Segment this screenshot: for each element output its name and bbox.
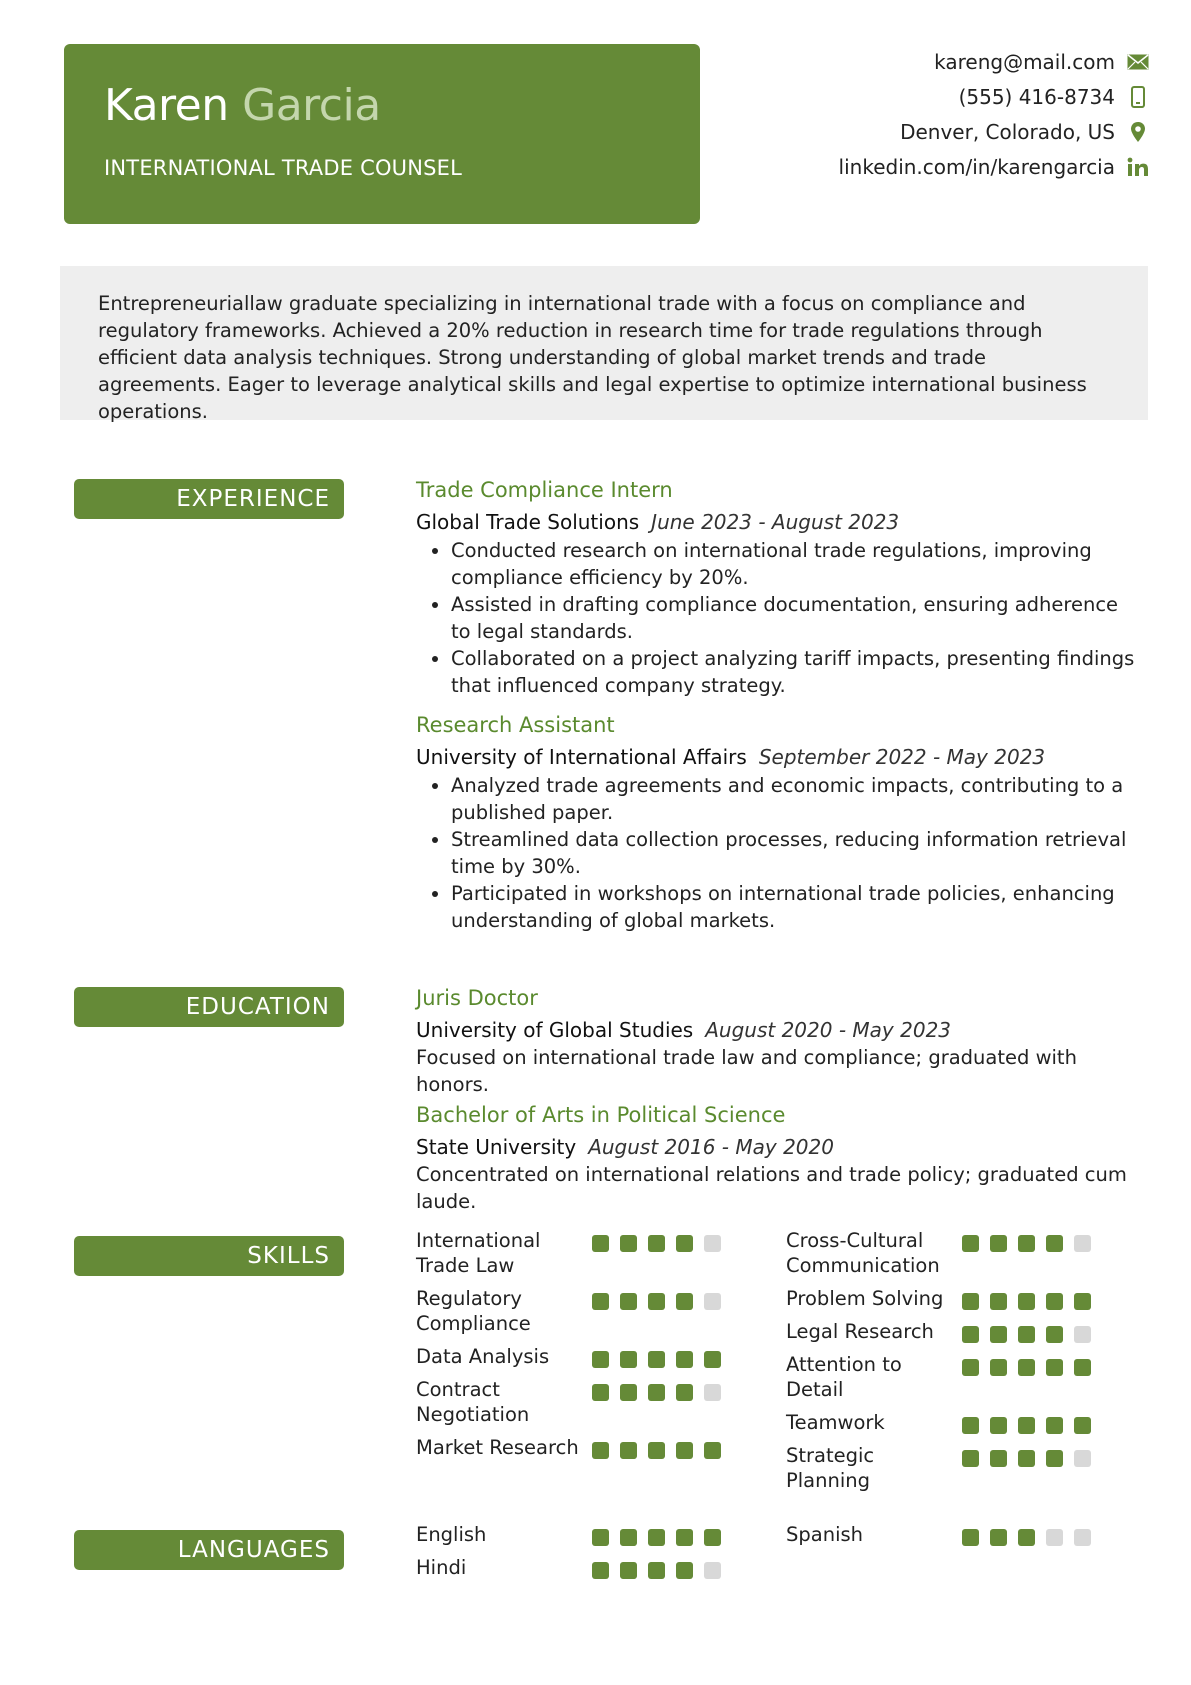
languages-column-left bbox=[416, 1522, 746, 1580]
skill-rating bbox=[592, 1344, 721, 1368]
rating-dot-filled bbox=[962, 1450, 979, 1467]
job-title: INTERNATIONAL TRADE COUNSEL bbox=[104, 156, 463, 180]
skill-row bbox=[786, 1286, 1116, 1311]
experience-org: Global Trade Solutions bbox=[416, 510, 640, 534]
language-rating bbox=[592, 1555, 721, 1579]
education-entry bbox=[416, 984, 1141, 1098]
section-label-skills: SKILLS bbox=[74, 1236, 344, 1276]
rating-dot-filled bbox=[990, 1326, 1007, 1343]
skill-name: International Trade Law bbox=[416, 1229, 541, 1277]
skill-rating bbox=[962, 1410, 1091, 1434]
skill-name: Strategic Planning bbox=[786, 1444, 875, 1492]
rating-dot-filled bbox=[620, 1384, 637, 1401]
bullet-item: • Conducted research on international trade regulations, improving compliance efficiency by 20%. bbox=[451, 537, 1141, 591]
rating-dot-filled bbox=[704, 1442, 721, 1459]
contact-location bbox=[711, 114, 1151, 149]
skill-name: Teamwork bbox=[786, 1411, 885, 1434]
linkedin-text[interactable]: linkedin.com/in/karengarcia bbox=[838, 154, 1115, 179]
experience-title: Trade Compliance Intern bbox=[416, 478, 673, 502]
rating-dot-filled bbox=[990, 1450, 1007, 1467]
language-row bbox=[416, 1555, 746, 1580]
rating-dot-filled bbox=[648, 1293, 665, 1310]
rating-dot-filled bbox=[620, 1562, 637, 1579]
skills-column-left bbox=[416, 1228, 746, 1460]
rating-dot-filled bbox=[648, 1384, 665, 1401]
rating-dot-filled bbox=[990, 1293, 1007, 1310]
professional-summary: Entrepreneuriallaw graduate specializing in international trade with a focus on compliance and regulatory frameworks. Achieved a 20% reduction in research time for trade regulations through efficient data analysis techniques. Strong understanding of global market trends and trade agreements. Eager to leverage analytical skills and legal expertise to optimize international business operations. bbox=[60, 266, 1148, 420]
section-label-languages: LANGUAGES bbox=[74, 1530, 344, 1570]
phone-text[interactable]: (555) 416-8734 bbox=[958, 84, 1115, 109]
education-school-line bbox=[416, 1016, 1141, 1044]
rating-dot-filled bbox=[620, 1235, 637, 1252]
rating-dot-filled bbox=[592, 1235, 609, 1252]
rating-dot-filled bbox=[592, 1293, 609, 1310]
skills-column-right bbox=[786, 1228, 1116, 1493]
experience-title: Research Assistant bbox=[416, 713, 615, 737]
rating-dot-filled bbox=[620, 1442, 637, 1459]
rating-dot-filled bbox=[1046, 1417, 1063, 1434]
experience-entry bbox=[416, 711, 1141, 934]
section-label-education: EDUCATION bbox=[74, 987, 344, 1027]
rating-dot-filled bbox=[676, 1562, 693, 1579]
rating-dot-filled bbox=[676, 1442, 693, 1459]
linkedin-icon bbox=[1125, 157, 1151, 177]
rating-dot-filled bbox=[1018, 1293, 1035, 1310]
language-row bbox=[786, 1522, 1116, 1547]
rating-dot-empty bbox=[704, 1293, 721, 1310]
rating-dot-filled bbox=[704, 1351, 721, 1368]
skill-row bbox=[416, 1344, 746, 1369]
candidate-name bbox=[104, 80, 381, 131]
education-entry bbox=[416, 1101, 1141, 1215]
experience-org-line bbox=[416, 743, 1141, 771]
rating-dot-filled bbox=[676, 1351, 693, 1368]
rating-dot-filled bbox=[648, 1529, 665, 1546]
rating-dot-filled bbox=[962, 1529, 979, 1546]
skill-rating bbox=[962, 1352, 1091, 1376]
contact-block bbox=[711, 44, 1151, 184]
rating-dot-filled bbox=[676, 1529, 693, 1546]
rating-dot-filled bbox=[1018, 1450, 1035, 1467]
mail-icon bbox=[1125, 54, 1151, 70]
education-description: Concentrated on international relations and trade policy; graduated cum laude. bbox=[416, 1163, 1127, 1213]
contact-email bbox=[711, 44, 1151, 79]
experience-dates: June 2023 - August 2023 bbox=[651, 510, 900, 534]
contact-linkedin bbox=[711, 149, 1151, 184]
header-banner bbox=[64, 44, 700, 224]
mobile-phone-icon bbox=[1125, 86, 1151, 108]
section-label-experience: EXPERIENCE bbox=[74, 479, 344, 519]
rating-dot-filled bbox=[990, 1529, 1007, 1546]
bullet-item: • Analyzed trade agreements and economic impacts, contributing to a published paper. bbox=[451, 772, 1141, 826]
school-name: State University bbox=[416, 1135, 577, 1159]
experience-org-line bbox=[416, 508, 1141, 536]
rating-dot-filled bbox=[1046, 1235, 1063, 1252]
rating-dot-filled bbox=[648, 1351, 665, 1368]
rating-dot-filled bbox=[592, 1442, 609, 1459]
rating-dot-filled bbox=[1074, 1417, 1091, 1434]
rating-dot-filled bbox=[592, 1351, 609, 1368]
rating-dot-filled bbox=[990, 1359, 1007, 1376]
rating-dot-filled bbox=[648, 1442, 665, 1459]
degree-title: Juris Doctor bbox=[416, 986, 538, 1010]
skill-rating bbox=[962, 1319, 1091, 1343]
skill-name: Cross-Cultural Communication bbox=[786, 1229, 940, 1277]
language-row bbox=[416, 1522, 746, 1547]
rating-dot-empty bbox=[1074, 1235, 1091, 1252]
languages-column-right bbox=[786, 1522, 1116, 1547]
experience-dates: September 2022 - May 2023 bbox=[758, 745, 1046, 769]
rating-dot-filled bbox=[676, 1293, 693, 1310]
rating-dot-filled bbox=[1046, 1326, 1063, 1343]
rating-dot-filled bbox=[1074, 1359, 1091, 1376]
skill-name: Data Analysis bbox=[416, 1345, 550, 1368]
rating-dot-filled bbox=[592, 1384, 609, 1401]
rating-dot-filled bbox=[592, 1529, 609, 1546]
language-name: Hindi bbox=[416, 1556, 467, 1579]
experience-section bbox=[416, 476, 1141, 934]
experience-org: University of International Affairs bbox=[416, 745, 747, 769]
rating-dot-filled bbox=[1018, 1417, 1035, 1434]
skill-rating bbox=[592, 1228, 721, 1252]
skill-name: Problem Solving bbox=[786, 1287, 944, 1310]
rating-dot-filled bbox=[962, 1293, 979, 1310]
rating-dot-empty bbox=[704, 1235, 721, 1252]
skill-name: Legal Research bbox=[786, 1320, 934, 1343]
skill-row bbox=[786, 1228, 1116, 1278]
rating-dot-filled bbox=[620, 1529, 637, 1546]
degree-title: Bachelor of Arts in Political Science bbox=[416, 1103, 786, 1127]
rating-dot-filled bbox=[676, 1235, 693, 1252]
rating-dot-filled bbox=[620, 1351, 637, 1368]
skill-row bbox=[416, 1286, 746, 1336]
bullet-item: • Participated in workshops on international trade policies, enhancing understanding of global markets. bbox=[451, 880, 1141, 934]
experience-entry bbox=[416, 476, 1141, 699]
rating-dot-filled bbox=[990, 1417, 1007, 1434]
experience-bullets bbox=[416, 537, 1141, 699]
last-name: Garcia bbox=[242, 80, 381, 131]
language-rating bbox=[592, 1522, 721, 1546]
rating-dot-filled bbox=[1074, 1293, 1091, 1310]
rating-dot-empty bbox=[1074, 1326, 1091, 1343]
education-description: Focused on international trade law and compliance; graduated with honors. bbox=[416, 1046, 1077, 1096]
rating-dot-filled bbox=[676, 1384, 693, 1401]
rating-dot-filled bbox=[1018, 1529, 1035, 1546]
rating-dot-filled bbox=[648, 1235, 665, 1252]
rating-dot-filled bbox=[962, 1326, 979, 1343]
skill-rating bbox=[962, 1443, 1091, 1467]
rating-dot-filled bbox=[1018, 1326, 1035, 1343]
skill-row bbox=[786, 1410, 1116, 1435]
school-name: University of Global Studies bbox=[416, 1018, 694, 1042]
skill-row bbox=[786, 1443, 1116, 1493]
rating-dot-filled bbox=[648, 1562, 665, 1579]
rating-dot-empty bbox=[704, 1384, 721, 1401]
contact-phone bbox=[711, 79, 1151, 114]
rating-dot-filled bbox=[1046, 1293, 1063, 1310]
skill-row bbox=[416, 1435, 746, 1460]
education-dates: August 2020 - May 2023 bbox=[705, 1018, 952, 1042]
experience-bullets bbox=[416, 772, 1141, 934]
rating-dot-filled bbox=[620, 1293, 637, 1310]
rating-dot-empty bbox=[704, 1562, 721, 1579]
rating-dot-filled bbox=[592, 1562, 609, 1579]
skill-rating bbox=[962, 1228, 1091, 1252]
skill-rating bbox=[592, 1435, 721, 1459]
first-name: Karen bbox=[104, 80, 229, 131]
rating-dot-filled bbox=[962, 1417, 979, 1434]
rating-dot-filled bbox=[1046, 1450, 1063, 1467]
skill-name: Market Research bbox=[416, 1436, 579, 1459]
rating-dot-filled bbox=[1018, 1359, 1035, 1376]
language-rating bbox=[962, 1522, 1091, 1546]
rating-dot-empty bbox=[1046, 1529, 1063, 1546]
skill-row bbox=[416, 1377, 746, 1427]
skill-row bbox=[786, 1319, 1116, 1344]
skill-name: Contract Negotiation bbox=[416, 1378, 530, 1426]
location-text: Denver, Colorado, US bbox=[900, 119, 1115, 144]
education-school-line bbox=[416, 1133, 1141, 1161]
bullet-item: • Streamlined data collection processes, reducing information retrieval time by 30%. bbox=[451, 826, 1141, 880]
skill-row bbox=[786, 1352, 1116, 1402]
rating-dot-filled bbox=[1018, 1235, 1035, 1252]
rating-dot-filled bbox=[990, 1235, 1007, 1252]
rating-dot-filled bbox=[962, 1359, 979, 1376]
language-name: Spanish bbox=[786, 1523, 864, 1546]
skill-rating bbox=[592, 1286, 721, 1310]
rating-dot-empty bbox=[1074, 1450, 1091, 1467]
skill-name: Attention to Detail bbox=[786, 1353, 902, 1401]
skill-name: Regulatory Compliance bbox=[416, 1287, 531, 1335]
rating-dot-empty bbox=[1074, 1529, 1091, 1546]
skill-rating bbox=[962, 1286, 1091, 1310]
rating-dot-filled bbox=[1046, 1359, 1063, 1376]
bullet-item: • Assisted in drafting compliance documentation, ensuring adherence to legal standards. bbox=[451, 591, 1141, 645]
skill-row bbox=[416, 1228, 746, 1278]
bullet-item: • Collaborated on a project analyzing tariff impacts, presenting findings that influenced company strategy. bbox=[451, 645, 1141, 699]
map-pin-icon bbox=[1125, 121, 1151, 143]
rating-dot-filled bbox=[704, 1529, 721, 1546]
education-dates: August 2016 - May 2020 bbox=[588, 1135, 834, 1159]
education-section bbox=[416, 984, 1141, 1215]
skill-rating bbox=[592, 1377, 721, 1401]
language-name: English bbox=[416, 1523, 487, 1546]
email-text[interactable]: kareng@mail.com bbox=[934, 49, 1115, 74]
rating-dot-filled bbox=[962, 1235, 979, 1252]
